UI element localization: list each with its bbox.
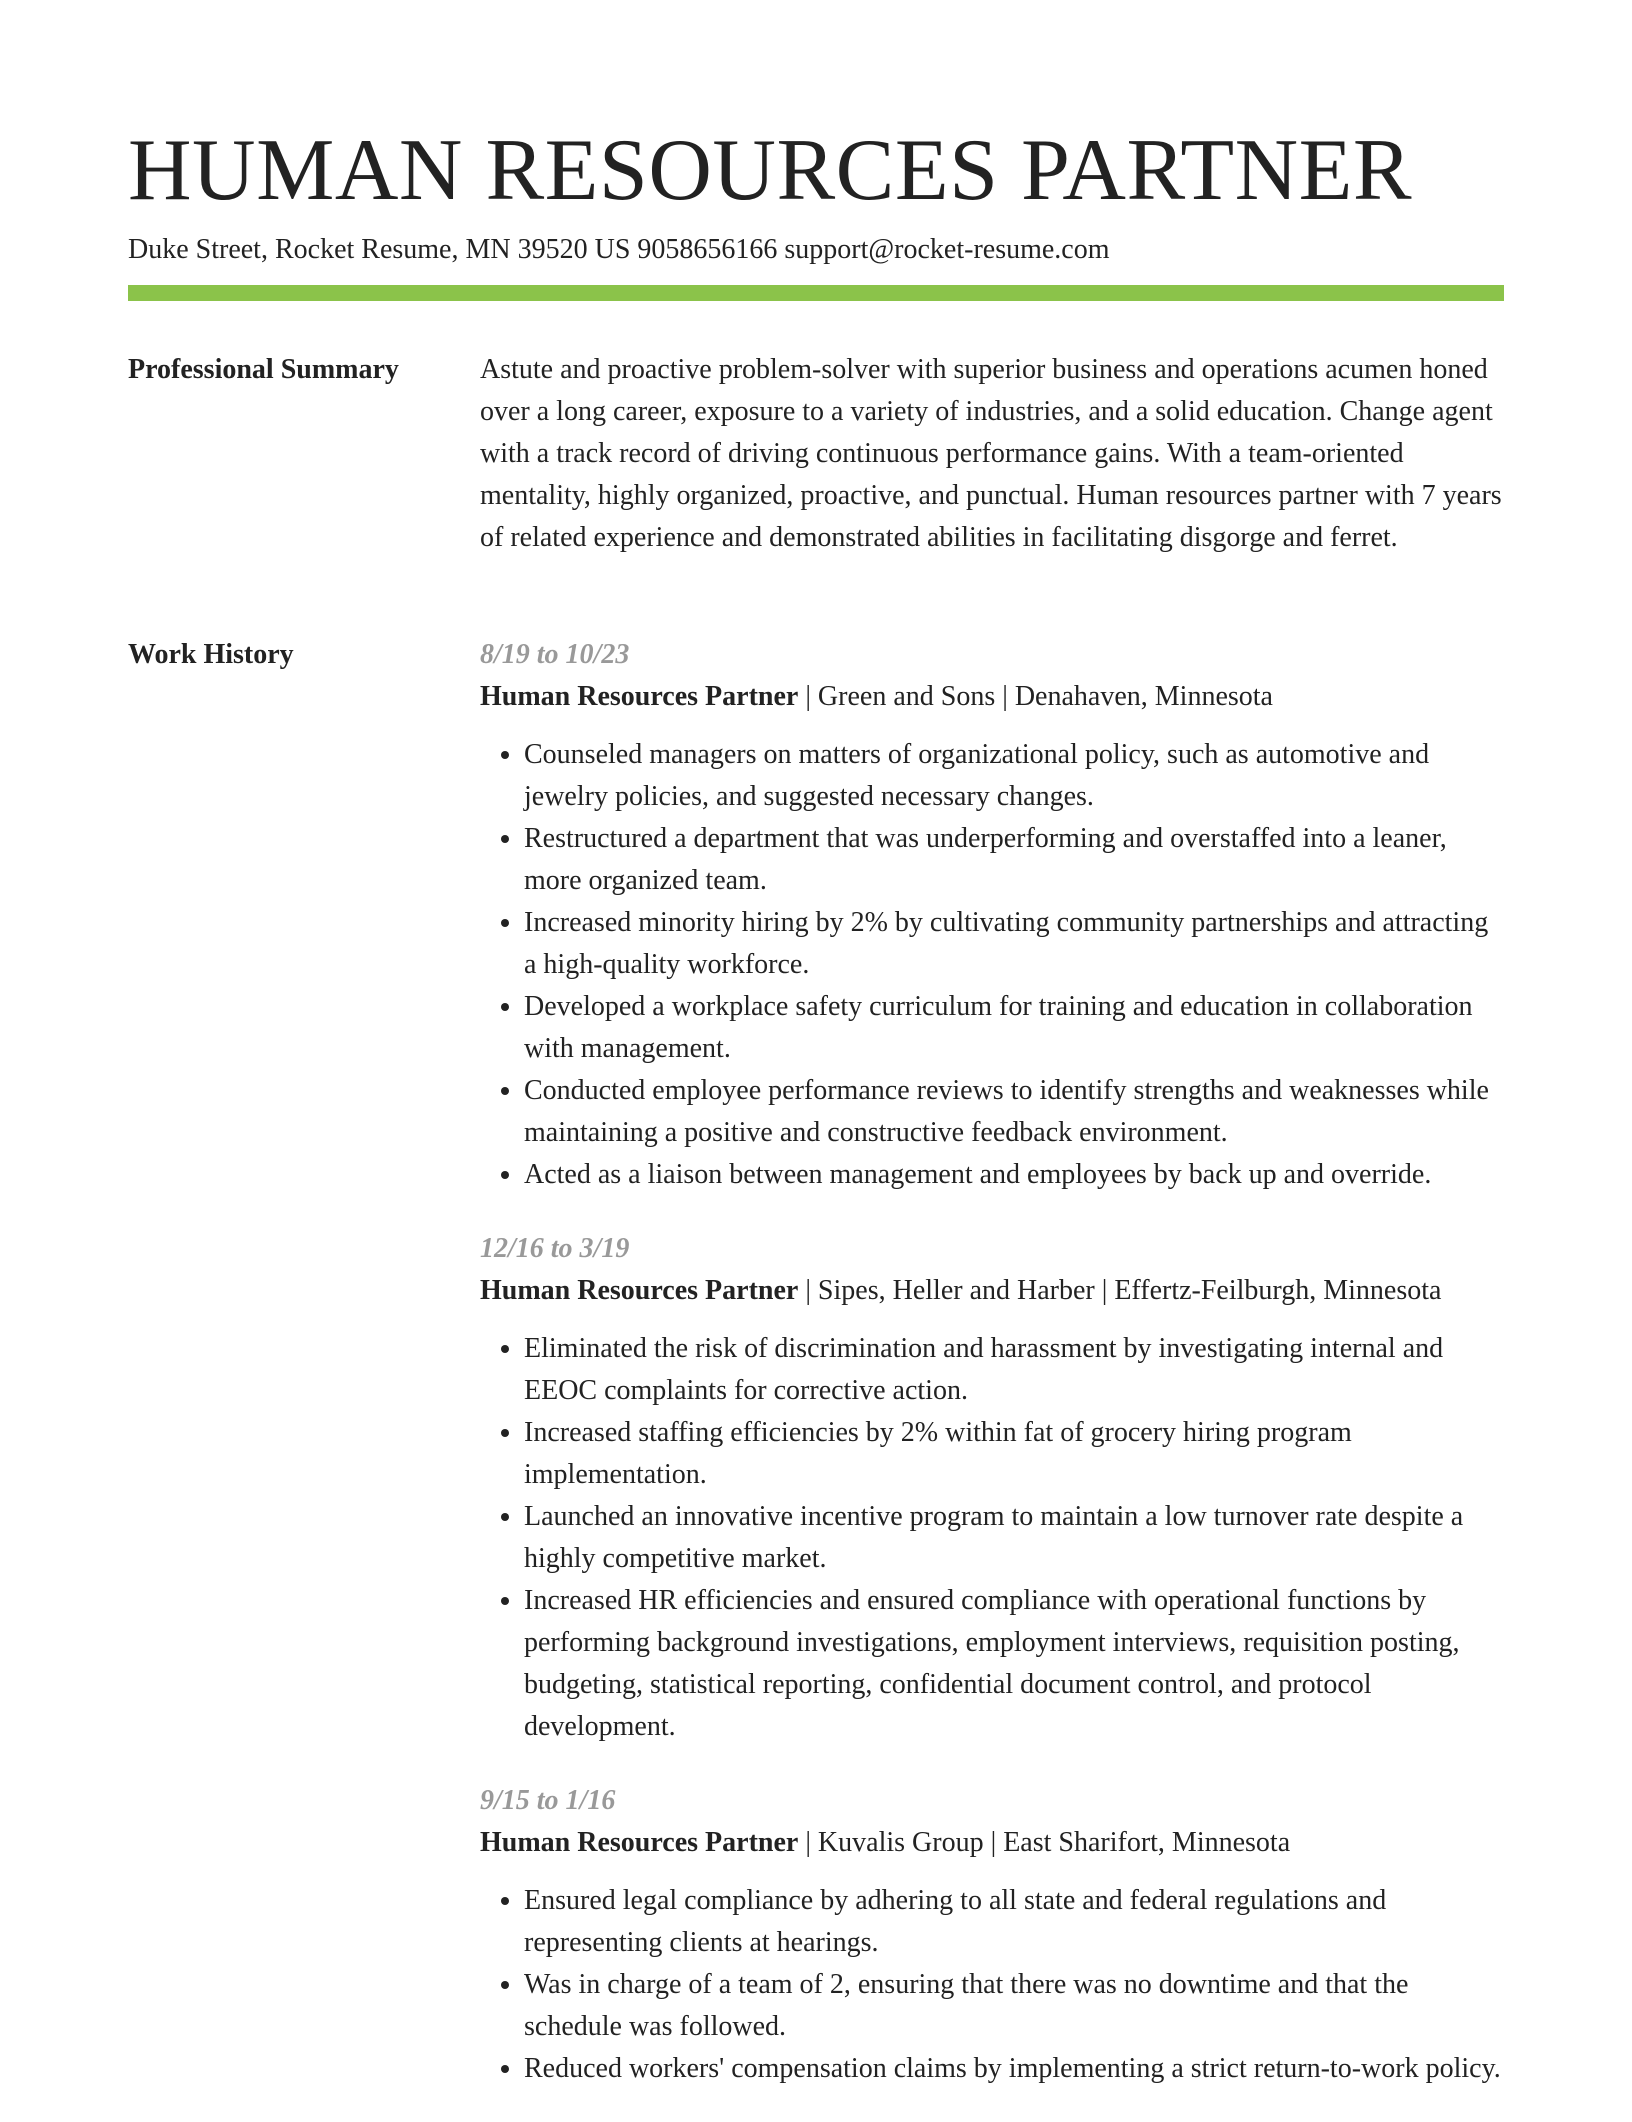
job-bullet: • Developed a workplace safety curriculum for training and education in collaboration with management. [524, 986, 1504, 1070]
job-entry [480, 1228, 1504, 1748]
job-bullet: • Increased HR efficiencies and ensured compliance with operational functions by performing background investigations, employment interviews, requisition posting, budgeting, statistical reporting, confidential document control, and protocol development. [524, 1580, 1504, 1748]
job-bullet: • Restructured a department that was underperforming and overstaffed into a leaner, more organized team. [524, 818, 1504, 902]
job-bullets [480, 1880, 1504, 2090]
job-title: Human Resources Partner [480, 1827, 799, 1858]
job-title: Human Resources Partner [480, 681, 799, 712]
job-bullet: • Acted as a liaison between management and employees by back up and override. [524, 1154, 1504, 1196]
job-bullet: • Launched an innovative incentive program to maintain a low turnover rate despite a highly competitive market. [524, 1496, 1504, 1580]
job-entry [480, 1780, 1504, 2090]
job-details: | Kuvalis Group | East Sharifort, Minnesota [798, 1827, 1291, 1858]
job-dates: 9/15 to 1/16 [480, 1785, 616, 1816]
job-bullet: • Increased staffing efficiencies by 2% within fat of grocery hiring program implementation. [524, 1412, 1504, 1496]
work-history-body [480, 634, 1504, 2122]
job-bullet: • Conducted employee performance reviews to identify strengths and weaknesses while maintaining a positive and constructive feedback environment. [524, 1070, 1504, 1154]
summary-text: Astute and proactive problem-solver with superior business and operations acumen honed over a long career, exposure to a variety of industries, and a solid education. Change agent with a track record of driving continuous performance gains. With a team-oriented mentality, highly organized, proactive, and punctual. Human resources partner with 7 years of related experience and demonstrated abilities in facilitating disgorge and ferret. [480, 354, 1502, 553]
job-details: | Green and Sons | Denahaven, Minnesota [798, 681, 1273, 712]
job-dates: 8/19 to 10/23 [480, 639, 630, 670]
summary-body [480, 349, 1504, 559]
header-divider [128, 285, 1504, 301]
job-dates: 12/16 to 3/19 [480, 1233, 630, 1264]
section-title-professional-summary: Professional Summary [128, 354, 399, 385]
section-title-work-history: Work History [128, 639, 294, 670]
job-bullet: • Counseled managers on matters of organizational policy, such as automotive and jewelry policies, and suggested necessary changes. [524, 734, 1504, 818]
job-entry [480, 634, 1504, 1196]
job-bullet: • Eliminated the risk of discrimination and harassment by investigating internal and EEOC complaints for corrective action. [524, 1328, 1504, 1412]
job-bullet: • Was in charge of a team of 2, ensuring that there was no downtime and that the schedule was followed. [524, 1964, 1504, 2048]
contact-info: Duke Street, Rocket Resume, MN 39520 US 9058656166 support@rocket-resume.com [128, 234, 1110, 265]
job-bullet: • Increased minority hiring by 2% by cultivating community partnerships and attracting a high-quality workforce. [524, 902, 1504, 986]
job-heading [480, 676, 1504, 718]
job-bullets [480, 734, 1504, 1196]
job-heading [480, 1270, 1504, 1312]
job-title: Human Resources Partner [480, 1275, 799, 1306]
resume-name: HUMAN RESOURCES PARTNER [128, 122, 1413, 219]
job-heading [480, 1822, 1504, 1864]
job-bullets [480, 1328, 1504, 1748]
job-bullet: • Reduced workers' compensation claims by implementing a strict return-to-work policy. [524, 2048, 1504, 2090]
job-bullet: • Ensured legal compliance by adhering to all state and federal regulations and representing clients at hearings. [524, 1880, 1504, 1964]
job-details: | Sipes, Heller and Harber | Effertz-Feilburgh, Minnesota [798, 1275, 1442, 1306]
